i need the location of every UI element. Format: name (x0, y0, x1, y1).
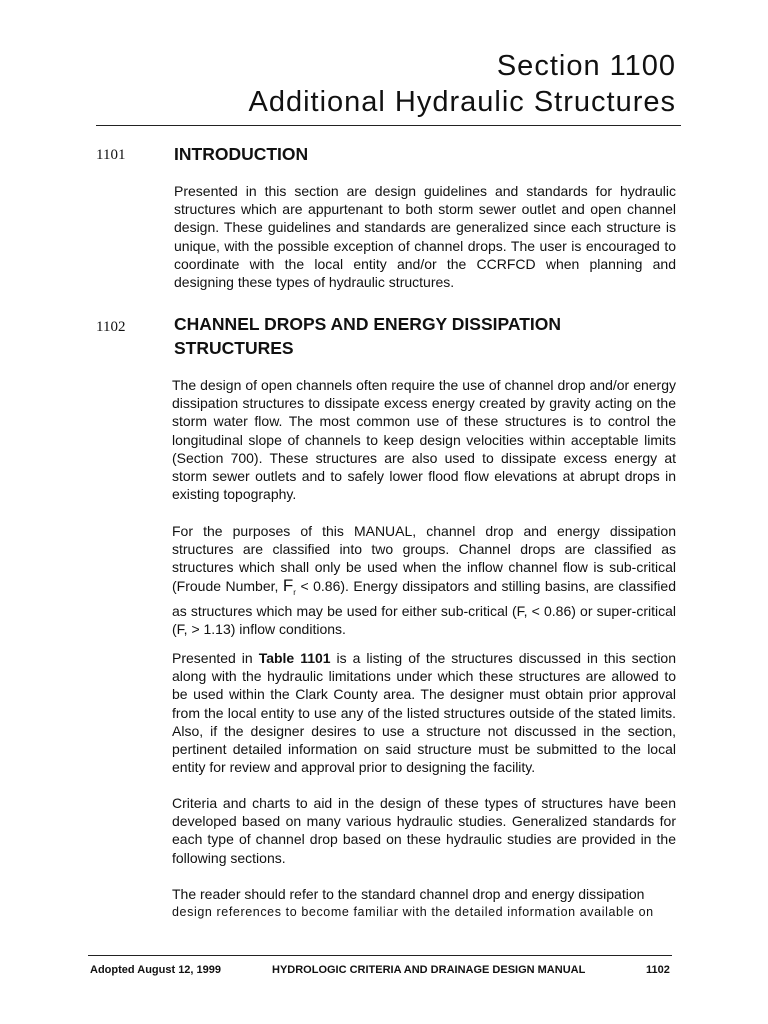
table-text-b: is a listing of the structures discussed in this section along with the hydraulic limitations under which these structures are allowed to be used within the Clark County area. The designer must obtain prior approval from the local entity to use any of the listed structures outside of the stated limits. Also, if the designer desires to use a structure not discussed in the section, pertinent detailed information on said structure must be submitted to the local entity for review and approval prior to designing the facility. (172, 650, 676, 776)
section-heading-introduction: INTRODUCTION (174, 144, 309, 164)
section-title: Section 1100 (496, 50, 676, 82)
reader-line-2: design references to become familiar with the detailed information available on (172, 905, 654, 920)
classification-text-a: For the purposes of this MANUAL, channel drop and energy dissipation structures are classified into two groups. Channel drops are classified as structures which shall only be used when the inflow channel flow is sub-critical (Froude Number, (172, 523, 676, 594)
paragraph-reader-refer (172, 885, 676, 921)
classification-text-b: < 0.86). Energy dissipators and stilling basins, are classified as structures which may be used for either sub-critical (F, < 0.86) or super-critical (F, > 1.13) inflow conditions. (172, 577, 676, 637)
froude-subscript: r (293, 587, 296, 597)
footer-page-number: 1102 (646, 964, 670, 976)
paragraph-table-reference (172, 649, 676, 776)
paragraph-design-open-channels: The design of open channels often require the use of channel drop and/or energy dissipation structures to dissipate excess energy created by gravity acting on the storm water flow. The most common use of these structures is to control the longitudinal slope of channels to keep design velocities within acceptable limits (Section 700). These structures are also used to dissipate excess energy at storm sewer outlets and to safely lower flood flow elevations at abrupt drops in existing topography. (172, 377, 676, 503)
intro-paragraph: Presented in this section are design guidelines and standards for hydraulic structures which are appurtenant to both storm sewer outlet and open channel design. These guidelines and standards are generalized since each structure is unique, with the possible exception of channel drops. The user is encouraged to coordinate with the local entity and/or the CCRFCD when planning and designing these types of hydraulic structures. (174, 183, 676, 291)
froude-symbol: F (282, 575, 294, 595)
footer-manual-title: HYDROLOGIC CRITERIA AND DRAINAGE DESIGN MANUAL (272, 964, 586, 976)
paragraph-classification (172, 522, 676, 638)
table-1101-reference: Table 1101 (258, 650, 331, 666)
reader-line-1: The reader should refer to the standard channel drop and energy dissipation (172, 886, 645, 902)
footer-rule (88, 955, 672, 956)
section-heading-channel-drops (174, 312, 561, 360)
section-number-1101: 1101 (96, 147, 126, 163)
heading-line-1: CHANNEL DROPS AND ENERGY DISSIPATION (174, 314, 561, 334)
paragraph-criteria-charts: Criteria and charts to aid in the design of these types of structures have been developed based on many various hydraulic studies. Generalized standards for each type of channel drop based on these hydraulic studies are provided in the following sections. (172, 795, 676, 866)
table-text-a: Presented in (172, 650, 259, 666)
footer-adopted-date: Adopted August 12, 1999 (90, 964, 222, 976)
heading-line-2: STRUCTURES (174, 338, 294, 358)
header-rule (96, 125, 681, 126)
page-header (248, 48, 676, 120)
section-number-1102: 1102 (96, 319, 126, 335)
section-subtitle: Additional Hydraulic Structures (248, 86, 676, 118)
